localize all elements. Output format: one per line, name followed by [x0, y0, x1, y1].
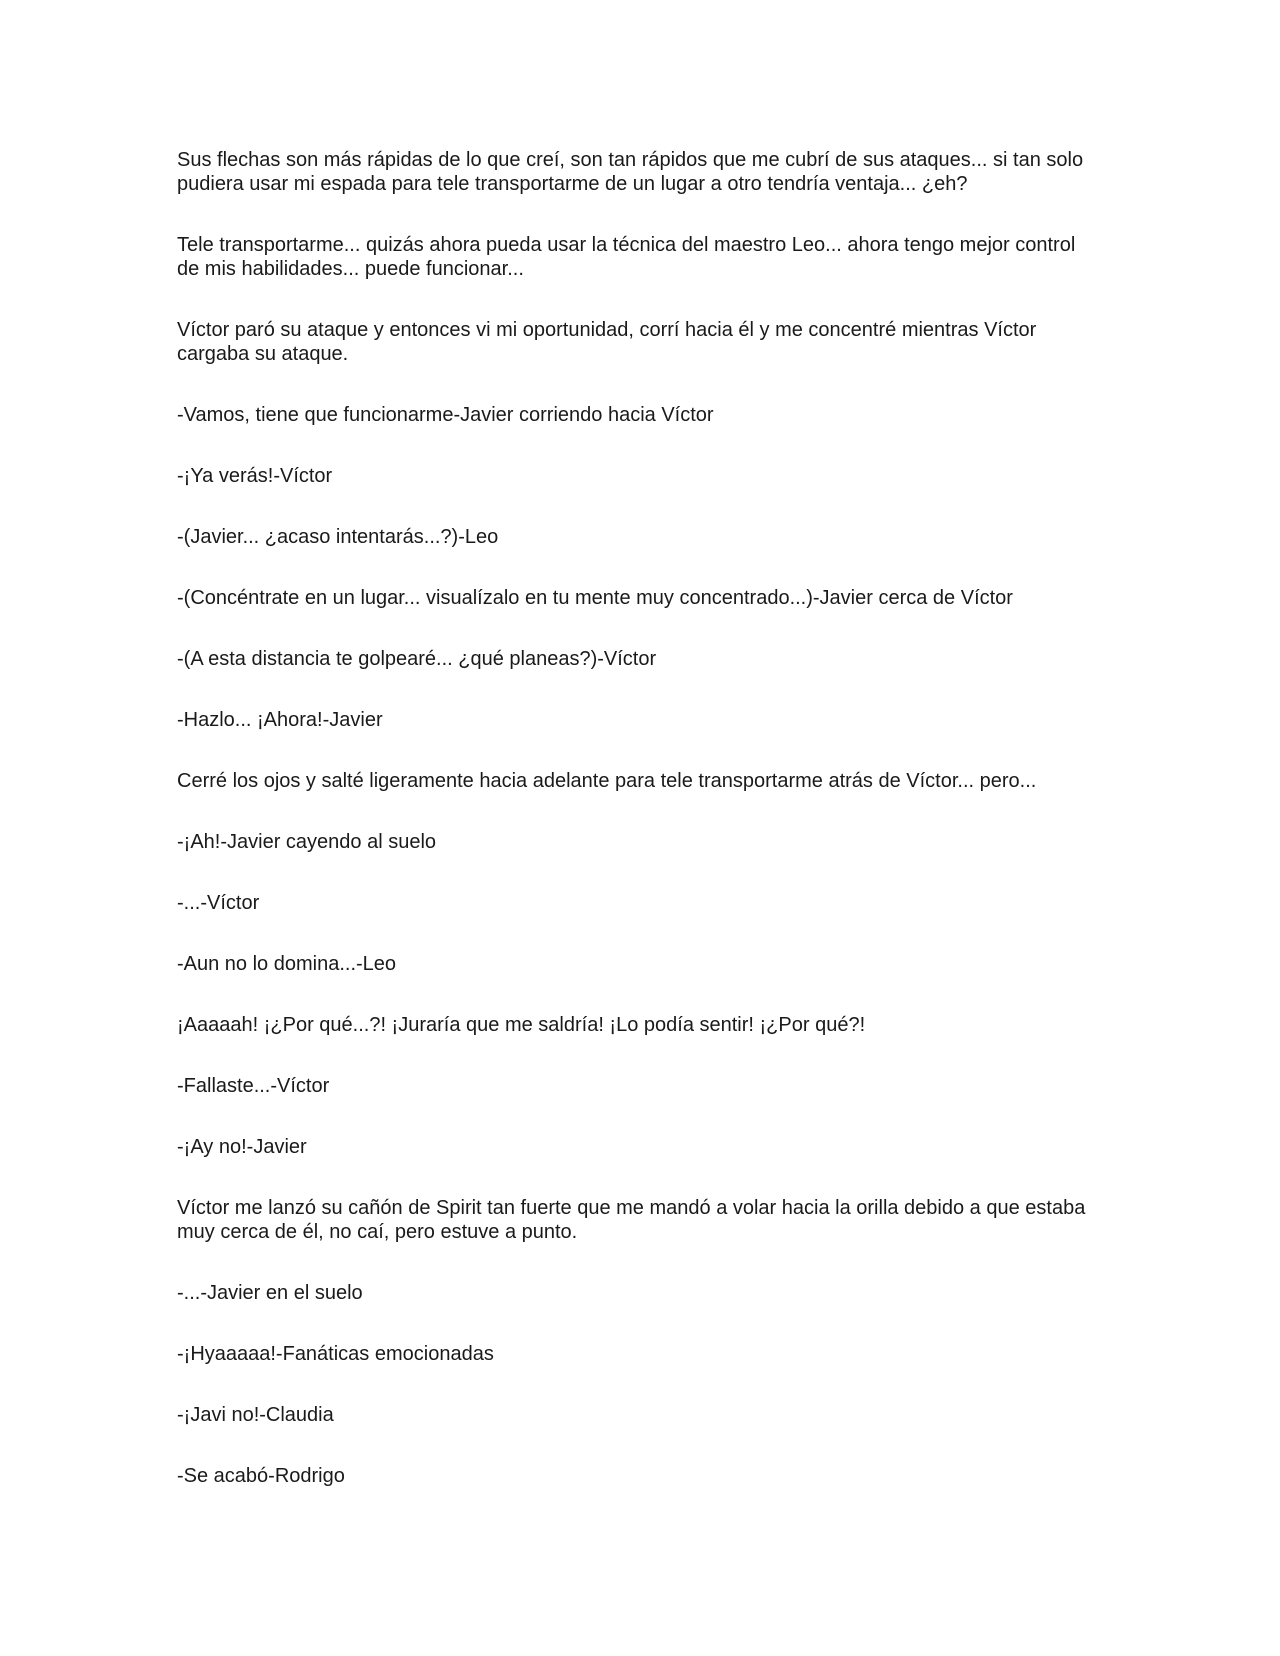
paragraph: -...-Víctor	[177, 892, 260, 914]
paragraph: -¡Javi no!-Claudia	[177, 1404, 334, 1426]
paragraph: Víctor paró su ataque y entonces vi mi oportunidad, corrí hacia él y me concentré mientras Víctor cargaba su ataque.	[177, 319, 1037, 365]
paragraph: -¡Ah!-Javier cayendo al suelo	[177, 831, 437, 853]
paragraph: -¡Ya verás!-Víctor	[177, 465, 333, 487]
paragraph: Tele transportarme... quizás ahora pueda usar la técnica del maestro Leo... ahora tengo mejor control de mis habilidades... puede funcionar...	[177, 234, 1076, 280]
paragraph: Víctor me lanzó su cañón de Spirit tan fuerte que me mandó a volar hacia la orilla debido a que estaba muy cerca de él, no caí, pero estuve a punto.	[177, 1197, 1086, 1243]
paragraph: ¡Aaaaah! ¡¿Por qué...?! ¡Juraría que me saldría! ¡Lo podía sentir! ¡¿Por qué?!	[177, 1014, 866, 1036]
paragraph: Sus flechas son más rápidas de lo que creí, son tan rápidos que me cubrí de sus ataques... si tan solo pudiera usar mi espada para tele transportarme de un lugar a otro tendría ventaja... ¿eh?	[177, 149, 1084, 195]
paragraph: -¡Hyaaaaa!-Fanáticas emocionadas	[177, 1343, 494, 1365]
paragraph: Cerré los ojos y salté ligeramente hacia adelante para tele transportarme atrás de Víctor... pero...	[177, 770, 1037, 792]
paragraph: -...-Javier en el suelo	[177, 1282, 363, 1304]
paragraph: -(Javier... ¿acaso intentarás...?)-Leo	[177, 526, 499, 548]
paragraph: -(A esta distancia te golpearé... ¿qué planeas?)-Víctor	[177, 648, 657, 670]
paragraph: -¡Ay no!-Javier	[177, 1136, 307, 1158]
paragraph: -Vamos, tiene que funcionarme-Javier corriendo hacia Víctor	[177, 404, 714, 426]
paragraph: -Se acabó-Rodrigo	[177, 1465, 345, 1487]
paragraph: -Hazlo... ¡Ahora!-Javier	[177, 709, 383, 731]
paragraph: -Fallaste...-Víctor	[177, 1075, 330, 1097]
paragraph: -Aun no lo domina...-Leo	[177, 953, 397, 975]
document-body	[177, 148, 1097, 1525]
paragraph: -(Concéntrate en un lugar... visualízalo en tu mente muy concentrado...)-Javier cerca de Víctor	[177, 587, 1013, 609]
